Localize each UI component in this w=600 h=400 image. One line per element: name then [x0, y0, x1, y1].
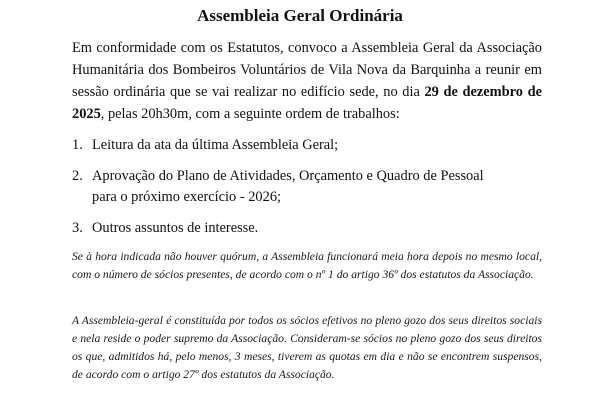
agenda-item-number: 2.	[72, 168, 83, 184]
document-title: Assembleia Geral Ordinária	[197, 6, 403, 25]
intro-text-end: , pelas 20h30m, com a seguinte ordem de trabalhos:	[100, 106, 400, 122]
agenda-item-text	[92, 166, 512, 187]
meeting-date: 29 de dezembro de 2025	[72, 84, 542, 122]
intro-text: Em conformidade com os Estatutos, convoco a Assembleia Geral da Associação Humanitária dos Bombeiros Voluntários de Vila Nova da Barquinha a reunir em sessão ordinária que se vai realizar no edifício sede, no dia	[72, 40, 542, 100]
agenda-item-text: Outros assuntos de interesse.	[92, 220, 259, 236]
agenda-item-text: Leitura da ata da última Assembleia Geral;	[92, 137, 339, 153]
agenda-item-2	[72, 166, 512, 208]
agenda-item-number: 3.	[72, 220, 83, 236]
convocation-paragraph	[72, 37, 542, 125]
agenda-item-1	[72, 135, 512, 156]
agenda-item-text-line2: para o próximo exercício - 2026;	[92, 189, 282, 205]
agenda-item-number: 1.	[72, 137, 83, 153]
quorum-note: Se à hora indicada não houver quórum, a Assembleia funcionará meia hora depois no mesmo local, com o número de sócios presentes, de acordo com o nº 1 do artigo 36º dos estatutos da Associação.	[72, 250, 542, 281]
membership-note: A Assembleia-geral é constituída por todos os sócios efetivos no pleno gozo dos seus direitos sociais e nela reside o poder supremo da Associação. Consideram-se sócios no pleno gozo dos seus direitos os que, admitidos há, pelo menos, 3 meses, tiverem as quotas em dia e não se encontrem suspensos, de acordo com o artigo 27º dos estatutos da Associação.	[72, 314, 542, 381]
agenda-item-text-line1: Aprovação do Plano de Atividades, Orçamento e Quadro de Pessoal	[92, 168, 484, 184]
agenda-item-3	[72, 218, 512, 239]
